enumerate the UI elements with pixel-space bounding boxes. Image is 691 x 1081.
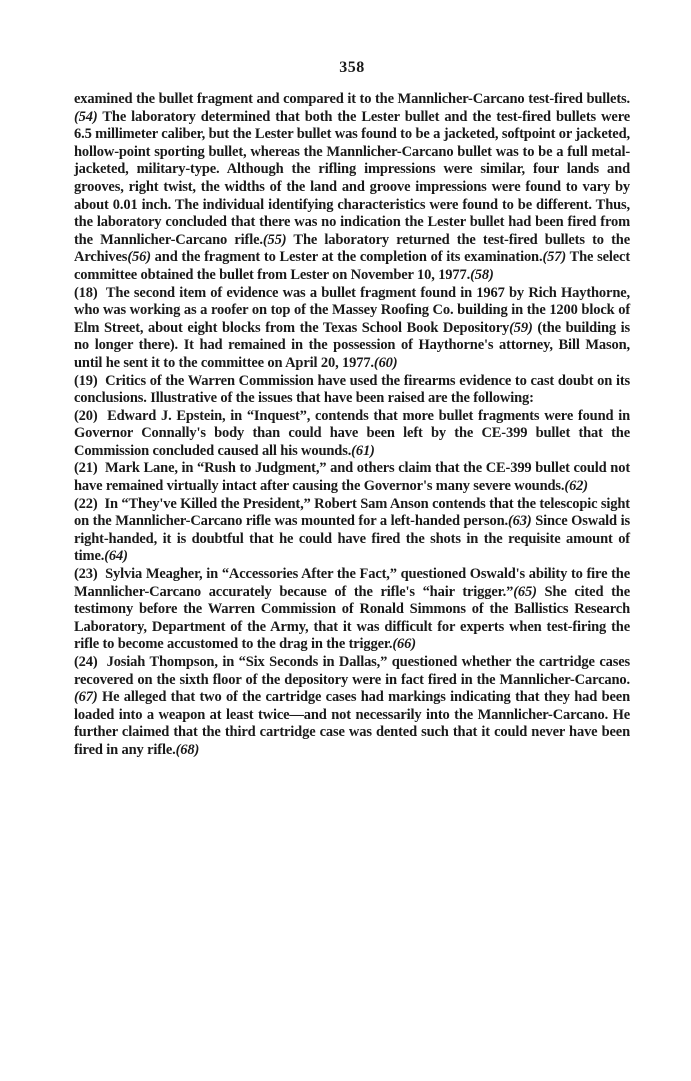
- text-run: Edward J. Epstein, in “Inquest”, contends that more bullet fragments were found in Governor Connally's body than could have been left by the CE-399 bullet that the Commission concluded caused all his wounds.: [74, 407, 630, 459]
- paragraph-number: (21): [74, 460, 105, 477]
- paragraph-p24: [74, 654, 630, 760]
- paragraph-number: (20): [74, 407, 108, 424]
- text-run: In “They've Killed the President,” Robert Sam Anson contends that the telescopic sight on the Mannlicher-Carcano rifle was mounted for a left-handed person.: [74, 495, 630, 530]
- paragraph-p23: [74, 566, 630, 654]
- paragraph-p18: [74, 285, 630, 373]
- citation-ref: (68): [175, 741, 200, 758]
- text-run: and the fragment to Lester at the completion of its examination.: [150, 249, 543, 266]
- citation-ref: (66): [392, 636, 416, 653]
- text-run: Critics of the Warren Commission have used the firearms evidence to cast doubt on its conclusions. Illustrative of the issues that have been raised are the following:: [74, 372, 630, 407]
- text-run: (the building is no longer there). It had remained in the possession of Haythorne's attorney, Bill Mason, until he sent it to the committee on April 20, 1977.: [74, 319, 631, 371]
- citation-ref: (55): [262, 231, 287, 248]
- paragraph-number: (19): [74, 372, 106, 389]
- paragraph-p19: [74, 373, 630, 408]
- citation-ref: (67): [74, 689, 98, 706]
- citation-ref: (64): [104, 548, 128, 565]
- paragraph-p20: [74, 408, 630, 461]
- citation-ref: (58): [470, 266, 494, 283]
- page-number: 358: [339, 59, 365, 76]
- paragraph-p21: [74, 460, 630, 495]
- text-run: The laboratory determined that both the Lester bullet and the test-fired bullets were 6.5 millimeter caliber, but the Lester bullet was found to be a jacketed, softpoint or jacketed, hollow-point sporting bullet, whereas the Mannlicher-Carcano bullet was to be a full metal-jacketed, military-type. Although the rifling impressions were similar, four lands and grooves, right twist, the widths of the land and groove impressions were found to vary by about 0.01 inch. The individual identifying characteristics were found to be different. Thus, the laboratory concluded that there was no indication the Lester bullet had been fired from the Mannlicher-Carcano rifle.: [74, 108, 630, 248]
- text-run: The select committee obtained the bullet from Lester on November 10, 1977.: [74, 249, 631, 283]
- paragraph-number: (18): [74, 284, 106, 301]
- text-run: Sylvia Meagher, in “Accessories After the Fact,” questioned Oswald's ability to fire the Mannlicher-Carcano accurately because of the rifle's “hair trigger.”: [74, 566, 631, 600]
- text-run: Since Oswald is right-handed, it is doubtful that he could have fired the shots in the requisite amount of time.: [74, 513, 630, 565]
- paragraph-number: (22): [74, 495, 105, 512]
- paragraph-continuation: [74, 91, 630, 285]
- citation-ref: (61): [351, 442, 375, 459]
- citation-ref: (56): [127, 249, 151, 266]
- text-run: He alleged that two of the cartridge cases had markings indicating that they had been loaded into a weapon at least twice—and not necessarily into the Mannlicher-Carcano. He further claimed that the third cartridge case was dented such that it could never have been fired in any rifle.: [74, 689, 630, 758]
- citation-ref: (54): [74, 108, 98, 125]
- text-run: She cited the testimony before the Warren Commission of Ronald Simmons of the Ballistics Research Laboratory, Department of the Army, that it was difficult for experts when test-firing the rifle to become accustomed to the drag in the trigger.: [74, 583, 630, 653]
- paragraph-p22: [74, 496, 630, 566]
- citation-ref: (63): [508, 513, 532, 530]
- citation-ref: (59): [509, 319, 533, 336]
- paragraph-number: (24): [74, 654, 107, 670]
- text-run: examined the bullet fragment and compared it to the Mannlicher-Carcano test-fired bullets.: [74, 91, 630, 107]
- text-run: Josiah Thompson, in “Six Seconds in Dallas,” questioned whether the cartridge cases recovered on the sixth floor of the depository were in fact fired in the Mannlicher-Carcano.: [74, 654, 630, 688]
- text-run: Mark Lane, in “Rush to Judgment,” and others claim that the CE-399 bullet could not have remained virtually intact after causing the Governor's many severe wounds.: [74, 460, 630, 495]
- citation-ref: (65): [513, 583, 537, 600]
- citation-ref: (60): [373, 354, 398, 371]
- paragraph-number: (23): [74, 566, 106, 583]
- body-text: [74, 91, 630, 760]
- citation-ref: (62): [564, 478, 588, 495]
- text-run: The second item of evidence was a bullet fragment found in 1967 by Rich Haythorne, who was working as a roofer on top of the Massey Roofing Co. building in the 1200 block of Elm Street, about eight blocks from the Texas School Book Depository: [74, 284, 630, 336]
- text-run: The laboratory returned the test-fired bullets to the Archives: [74, 231, 631, 266]
- citation-ref: (57): [542, 249, 567, 266]
